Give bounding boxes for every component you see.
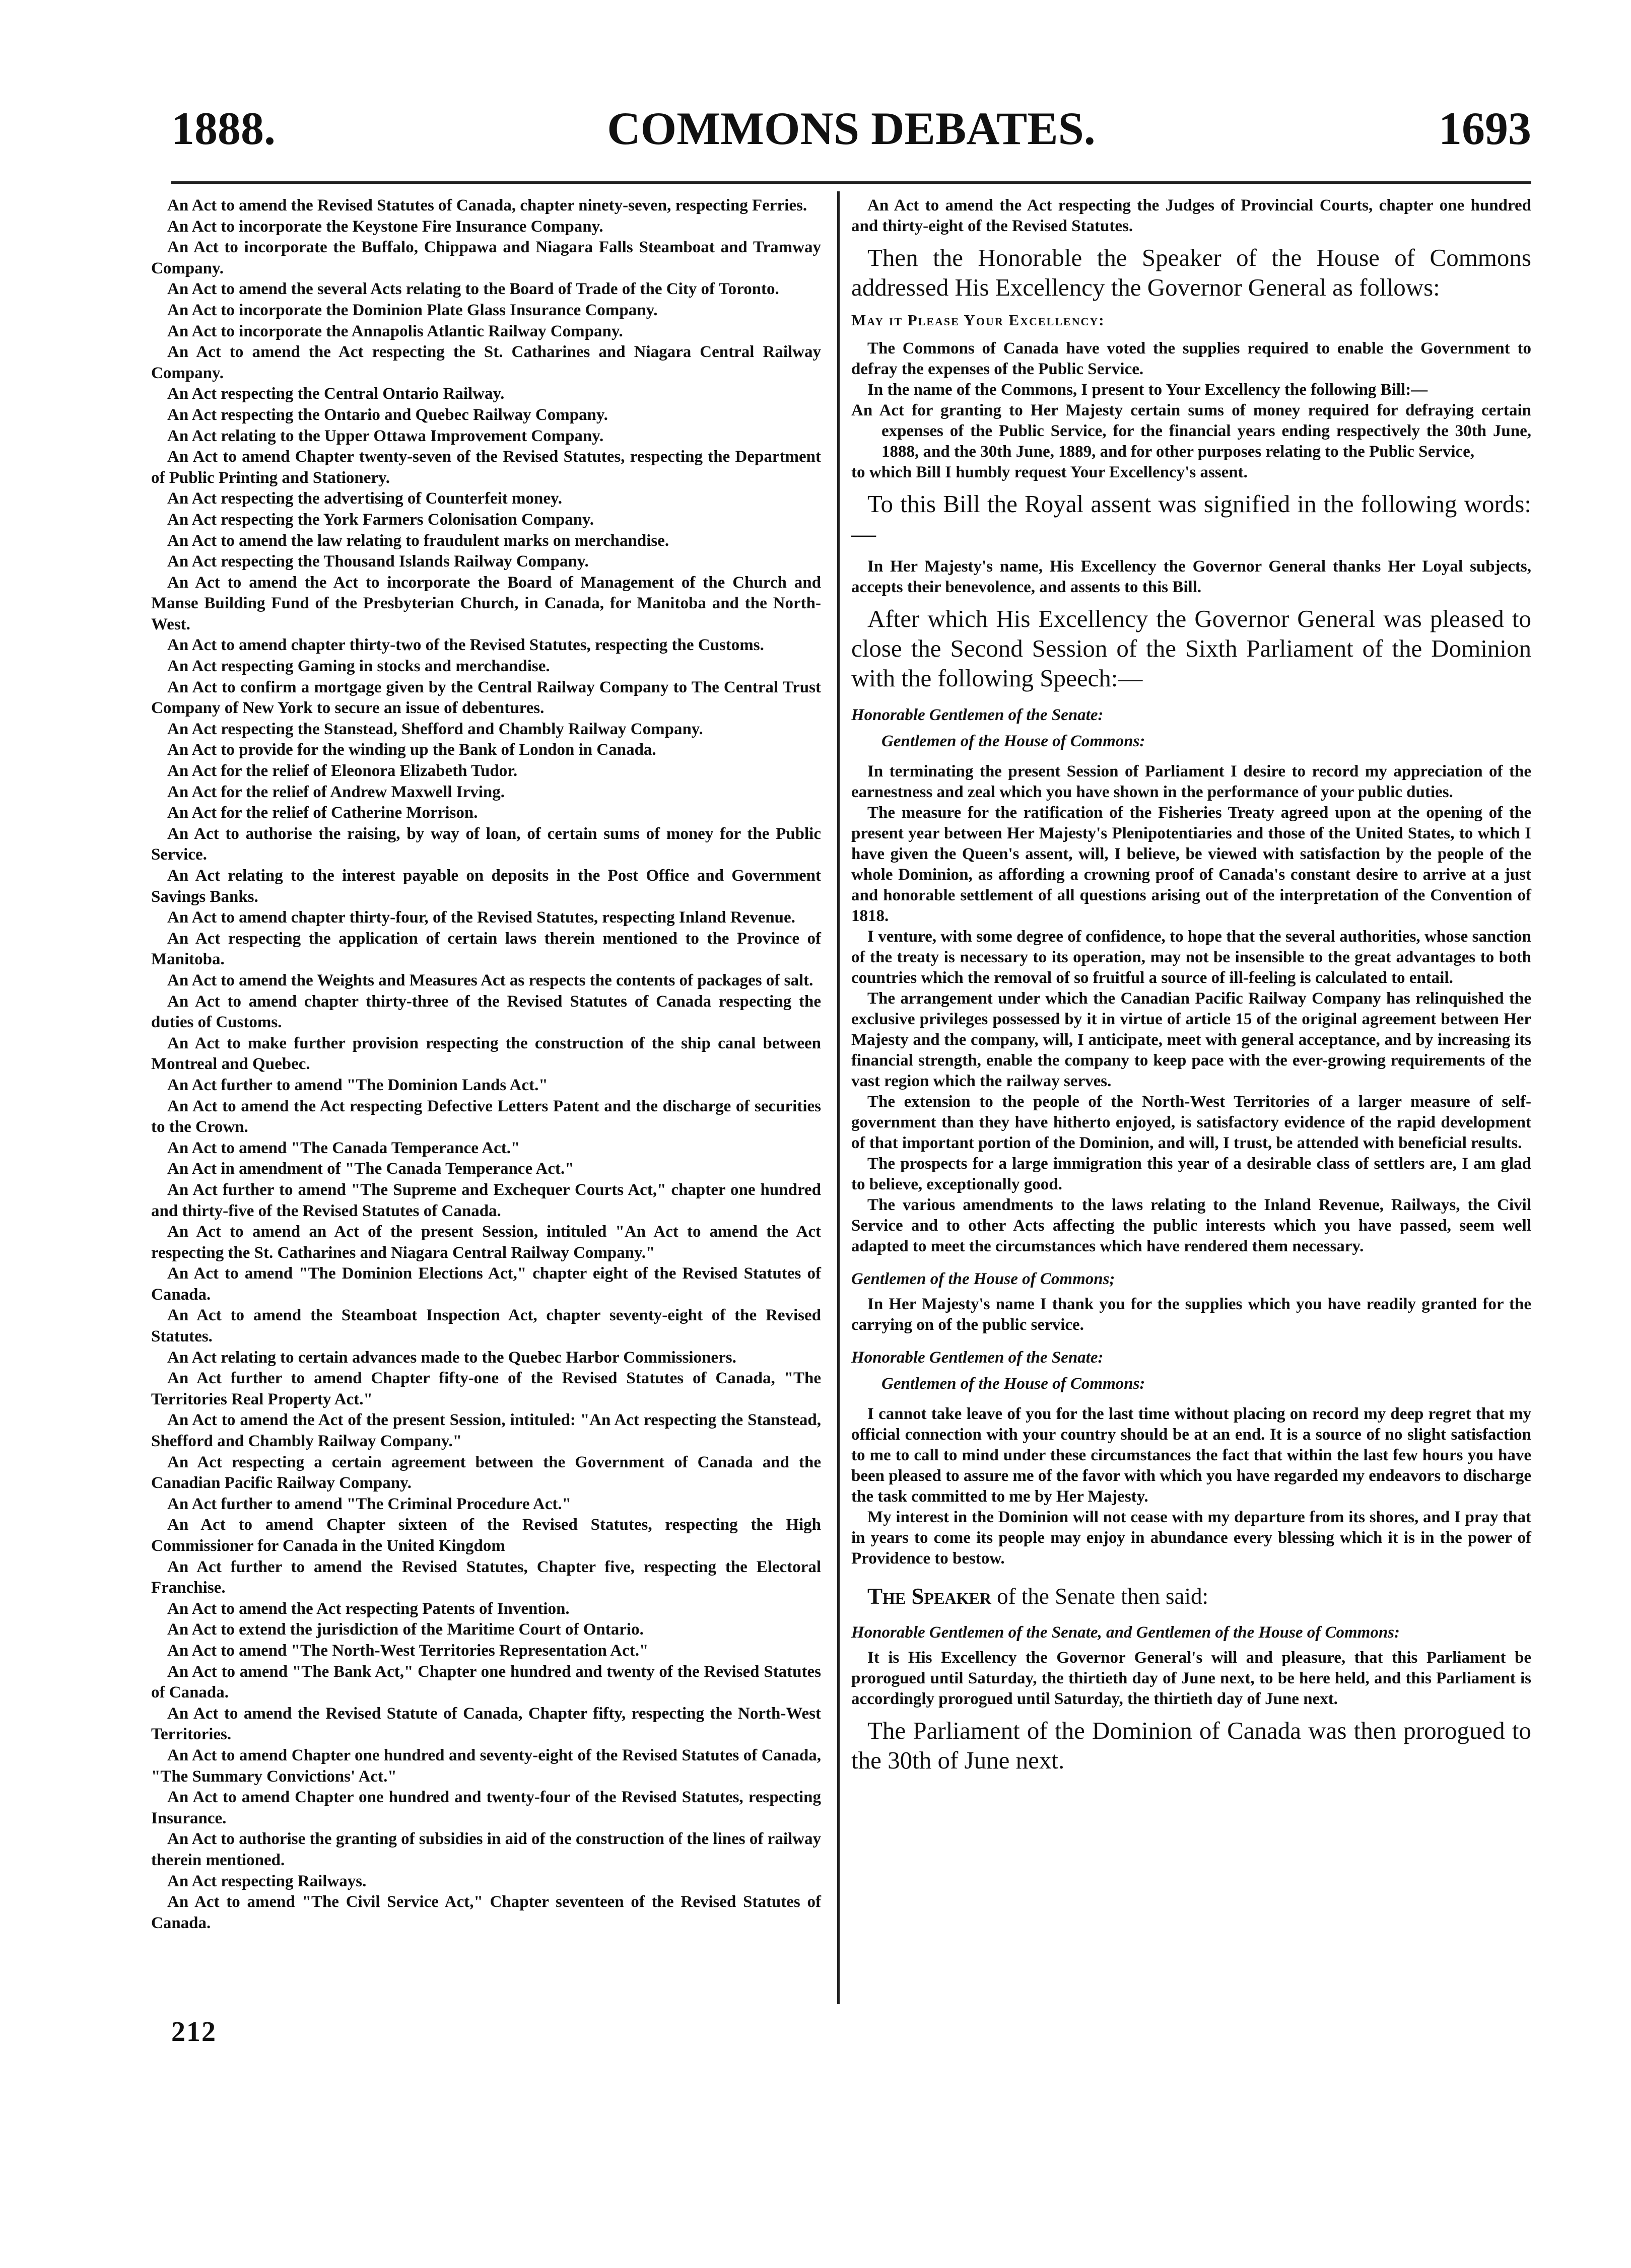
act-list-item: An Act to amend the Weights and Measures Act as respects the contents of packages of salt. <box>167 971 813 989</box>
header-title: COMMONS DEBATES. <box>607 103 1096 154</box>
act-list-item: An Act to amend the Act respecting Patents of Invention. <box>167 1599 570 1618</box>
speech-heading-commons: Gentlemen of the House of Commons: <box>881 732 1145 750</box>
act-list-item: An Act further to amend "The Dominion Lands Act." <box>167 1076 548 1094</box>
act-list-item: An Act to amend "The Civil Service Act," Chapter seventeen of the Revised Statutes of Canada. <box>151 1893 821 1932</box>
act-list-item: An Act respecting Gaming in stocks and merchandise. <box>167 657 550 676</box>
act-list-item: An Act to amend the Act respecting Defective Letters Patent and the discharge of securities to the Crown. <box>151 1097 821 1137</box>
left-column <box>151 195 821 1934</box>
supply-bill-title: An Act for granting to Her Majesty certain sums of money required for defraying certain expenses of the Public Service, for the financial years ending respectively the 30th June, 1888, and the 30th June, 1889, and for other purposes relating to the Public Service, <box>851 401 1531 461</box>
speaker-rest: of the Senate then said: <box>991 1584 1209 1609</box>
act-list-item: An Act relating to the Upper Ottawa Improvement Company. <box>167 427 604 445</box>
act-list-item: An Act to amend Chapter one hundred and seventy-eight of the Revised Statutes of Canada, "The Summary Convictions' Act." <box>151 1746 821 1786</box>
speech-heading-senate-2: Honorable Gentlemen of the Senate: <box>851 1349 1104 1367</box>
signature-mark: 212 <box>171 2016 217 2047</box>
act-list-item: An Act to amend chapter thirty-three of the Revised Statutes of Canada respecting the duties of Customs. <box>151 992 821 1032</box>
prorogation-paragraph: It is His Excellency the Governor General's will and pleasure, that this Parliament be prorogued until Saturday, the thirtieth day of June next, to be here held, and this Parliament is accordingly prorogued until Saturday, the thirtieth day of June next. <box>851 1649 1531 1708</box>
header-rule <box>171 181 1531 184</box>
act-list-item: An Act to confirm a mortgage given by the Central Railway Company to The Central Trust Company of New York to secure an issue of debentures. <box>151 678 821 718</box>
act-list-item: An Act for the relief of Andrew Maxwell Irving. <box>167 783 505 801</box>
act-list-item: An Act to amend chapter thirty-four, of the Revised Statutes, respecting Inland Revenue. <box>167 908 795 927</box>
act-list-item: An Act to amend "The Canada Temperance Act." <box>167 1139 520 1157</box>
act-list-item: An Act to amend chapter thirty-two of the Revised Statutes, respecting the Customs. <box>167 636 764 655</box>
act-list-item: An Act to amend the law relating to fraudulent marks on merchandise. <box>167 531 669 550</box>
act-list-item: An Act to incorporate the Dominion Plate Glass Insurance Company. <box>167 301 658 319</box>
act-list-item: An Act for the relief of Catherine Morrison. <box>167 804 478 822</box>
speech-paragraph: The various amendments to the laws relating to the Inland Revenue, Railways, the Civil Service and to other Acts affecting the public interests which you have passed, seem well adapted to meet the circumstances which have rendered them necessary. <box>851 1196 1531 1255</box>
act-list-item: An Act to amend Chapter twenty-seven of the Revised Statutes, respecting the Department of Public Printing and Stationery. <box>151 448 821 487</box>
act-list-item: An Act further to amend "The Criminal Procedure Act." <box>167 1495 571 1513</box>
supplies-paragraph: The Commons of Canada have voted the supplies required to enable the Government to defray the expenses of the Public Service. <box>851 339 1531 378</box>
speech-paragraph: The measure for the ratification of the Fisheries Treaty agreed upon at the opening of the present year between Her Majesty's Plenipotentiaries and those of the United States, to which I have given the Queen's assent, will, I believe, be viewed with satisfaction by the people of the whole Dominion, as affording a crowning proof of Canada's constant desire to arrive at a just and honorable settlement of all questions arising out of the interpretation of the Convention of 1818. <box>851 804 1531 925</box>
act-list-item: An Act for the relief of Eleonora Elizabeth Tudor. <box>167 762 518 781</box>
speech-paragraph: In terminating the present Session of Parliament I desire to record my appreciation of the earnestness and zeal which you have shown in the performance of your public duties. <box>851 762 1531 801</box>
act-list-item: An Act respecting the Central Ontario Railway. <box>167 385 505 403</box>
act-list-item: An Act to amend "The Dominion Elections Act," chapter eight of the Revised Statutes of Canada. <box>151 1264 821 1304</box>
act-list-item: An Act further to amend "The Supreme and Exchequer Courts Act," chapter one hundred and thirty-five of the Revised Statutes of Canada. <box>151 1180 821 1220</box>
speech-heading-commons-3: Gentlemen of the House of Commons: <box>881 1375 1145 1393</box>
act-list-item: An Act to authorise the raising, by way of loan, of certain sums of money for the Public Service. <box>151 824 821 864</box>
speech-heading-senate: Honorable Gentlemen of the Senate: <box>851 706 1104 724</box>
act-list-item: An Act to amend the several Acts relating to the Board of Trade of the City of Toronto. <box>167 280 779 299</box>
act-list-item: An Act relating to the interest payable on deposits in the Post Office and Government Savings Banks. <box>151 867 821 906</box>
final-paragraph: The Parliament of the Dominion of Canada was then prorogued to the 30th of June next. <box>851 1717 1531 1774</box>
salutation: May it Please Your Excellency: <box>851 311 1105 329</box>
act-list-item: An Act respecting the Thousand Islands Railway Company. <box>167 552 589 571</box>
prorogation-heading: Honorable Gentlemen of the Senate, and Gentlemen of the House of Commons: <box>851 1623 1400 1642</box>
speech-paragraph: The prospects for a large immigration this year of a desirable class of settlers are, I am glad to believe, exceptionally good. <box>851 1155 1531 1193</box>
royal-assent-words: In Her Majesty's name, His Excellency the Governor General thanks Her Loyal subjects, accepts their benevolence, and assents to this Bill. <box>851 557 1531 596</box>
royal-assent-intro: To this Bill the Royal assent was signified in the following words:— <box>851 490 1531 547</box>
act-list-item: An Act to provide for the winding up the Bank of London in Canada. <box>167 741 656 759</box>
act-list-item: An Act respecting the advertising of Counterfeit money. <box>167 489 562 508</box>
act-list-item: An Act to incorporate the Buffalo, Chippawa and Niagara Falls Steamboat and Tramway Company. <box>151 238 821 277</box>
act-list-item: An Act to amend the Act respecting the St. Catharines and Niagara Central Railway Company. <box>151 343 821 382</box>
act-list-item: An Act to incorporate the Keystone Fire Insurance Company. <box>167 217 603 236</box>
act-list-item: An Act to amend an Act of the present Session, intituled "An Act to amend the Act respecting the St. Catharines and Niagara Central Railway Company." <box>151 1223 821 1262</box>
right-column <box>851 195 1531 1783</box>
act-list-item: An Act respecting the York Farmers Colonisation Company. <box>167 510 594 529</box>
act-list-item: An Act to amend "The Bank Act," Chapter one hundred and twenty of the Revised Statutes of Canada. <box>151 1662 821 1702</box>
act-list-item: An Act to amend the Revised Statutes of Canada, chapter ninety-seven, respecting Ferries. <box>167 196 807 215</box>
act-list-item: An Act respecting the Ontario and Quebec Railway Company. <box>167 405 608 424</box>
senate-speaker-line <box>851 1582 1531 1610</box>
act-list-item: An Act further to amend Chapter fifty-one of the Revised Statutes of Canada, "The Territories Real Property Act." <box>151 1369 821 1408</box>
act-list-item: An Act to incorporate the Annapolis Atlantic Railway Company. <box>167 322 623 340</box>
act-list-item: An Act to make further provision respecting the construction of the ship canal between Montreal and Quebec. <box>151 1034 821 1074</box>
act-list-item: An Act to amend the Revised Statute of Canada, Chapter fifty, respecting the North-West Territories. <box>151 1704 821 1744</box>
page-header <box>171 101 1531 171</box>
header-page-number: 1693 <box>1439 103 1531 154</box>
act-list-item: An Act to amend the Act of the present Session, intituled: "An Act respecting the Stanstead, Shefford and Chambly Railway Company." <box>151 1411 821 1451</box>
column-divider <box>837 191 840 2004</box>
act-list-item: An Act respecting Railways. <box>167 1872 367 1890</box>
speech-heading-commons-2: Gentlemen of the House of Commons; <box>851 1270 1115 1288</box>
speech-paragraph: I cannot take leave of you for the last time without placing on record my deep regret that my official connection with your country should be at an end. It is a source of no slight satisfaction to me to call to mind under these circumstances the fact that within the last few hours you have been pleased to assure me of the favor with which you have regarded my endeavors to discharge the task committed to me by Her Majesty. <box>851 1405 1531 1506</box>
act-list-item: An Act to amend the Steamboat Inspection Act, chapter seventy-eight of the Revised Statutes. <box>151 1306 821 1346</box>
present-bill-paragraph: In the name of the Commons, I present to Your Excellency the following Bill:— <box>867 381 1428 399</box>
act-list-item: An Act respecting the application of certain laws therein mentioned to the Province of Manitoba. <box>151 929 821 969</box>
act-list-item: An Act in amendment of "The Canada Temperance Act." <box>167 1160 574 1178</box>
act-list-item: An Act to amend Chapter sixteen of the Revised Statutes, respecting the High Commissioner for Canada in the United Kingdom <box>151 1516 821 1555</box>
act-list-item: An Act to amend the Act to incorporate the Board of Management of the Church and Manse Building Fund of the Presbyterian Church, in Canada, for Manitoba and the North-West. <box>151 573 821 633</box>
speech-paragraph: My interest in the Dominion will not cease with my departure from its shores, and I pray that in years to come its people may enjoy in abundance every blessing which it is in the power of Providence to bestow. <box>851 1508 1531 1568</box>
speech-intro: After which His Excellency the Governor General was pleased to close the Second Session of the Sixth Parliament of the Dominion with the following Speech:— <box>851 605 1531 692</box>
header-year: 1888. <box>171 103 276 154</box>
speech-paragraph: I venture, with some degree of confidence, to hope that the several authorities, whose sanction of the treaty is necessary to its operation, may not be insensible to the great advantages to both countries which the removal of so fruitful a source of ill-feeling is calculated to entail. <box>851 928 1531 987</box>
speech-paragraph: The extension to the people of the North-West Territories of a larger measure of self-government than they have hitherto enjoyed, is satisfactory evidence of the rapid development of that important portion of the Dominion, and will, I trust, be attended with beneficial results. <box>851 1093 1531 1152</box>
speech-paragraph: The arrangement under which the Canadian Pacific Railway Company has relinquished the exclusive privileges possessed by it in virtue of article 15 of the original agreement between Her Majesty and the company, will, I anticipate, meet with general acceptance, and by increasing its financial strength, enable the company to keep pace with the ever-growing requirements of the vast region which the railway serves. <box>851 989 1531 1090</box>
act-list-item: An Act respecting the Stanstead, Shefford and Chambly Railway Company. <box>167 720 703 738</box>
assent-request: to which Bill I humbly request Your Excellency's assent. <box>851 463 1248 481</box>
speaker-title: The Speaker <box>867 1584 991 1609</box>
act-list-item: An Act to amend "The North-West Territories Representation Act." <box>167 1641 649 1660</box>
act-list-item: An Act further to amend the Revised Statutes, Chapter five, respecting the Electoral Franchise. <box>151 1557 821 1597</box>
speech-paragraph: In Her Majesty's name I thank you for the supplies which you have readily granted for the carrying on of the public service. <box>851 1295 1531 1334</box>
act-list-item: An Act relating to certain advances made to the Quebec Harbor Commissioners. <box>167 1348 736 1367</box>
act-list-item: An Act to amend Chapter one hundred and twenty-four of the Revised Statutes, respecting Insurance. <box>151 1788 821 1827</box>
act-list-item: An Act to authorise the granting of subsidies in aid of the construction of the lines of railway therein mentioned. <box>151 1830 821 1869</box>
act-list-item: An Act respecting a certain agreement between the Government of Canada and the Canadian Pacific Railway Company. <box>151 1453 821 1493</box>
act-list-item: An Act to extend the jurisdiction of the Maritime Court of Ontario. <box>167 1620 644 1639</box>
speaker-address-intro: Then the Honorable the Speaker of the House of Commons addressed His Excellency the Governor General as follows: <box>851 244 1531 301</box>
judges-act: An Act to amend the Act respecting the Judges of Provincial Courts, chapter one hundred and thirty-eight of the Revised Statutes. <box>851 196 1531 235</box>
